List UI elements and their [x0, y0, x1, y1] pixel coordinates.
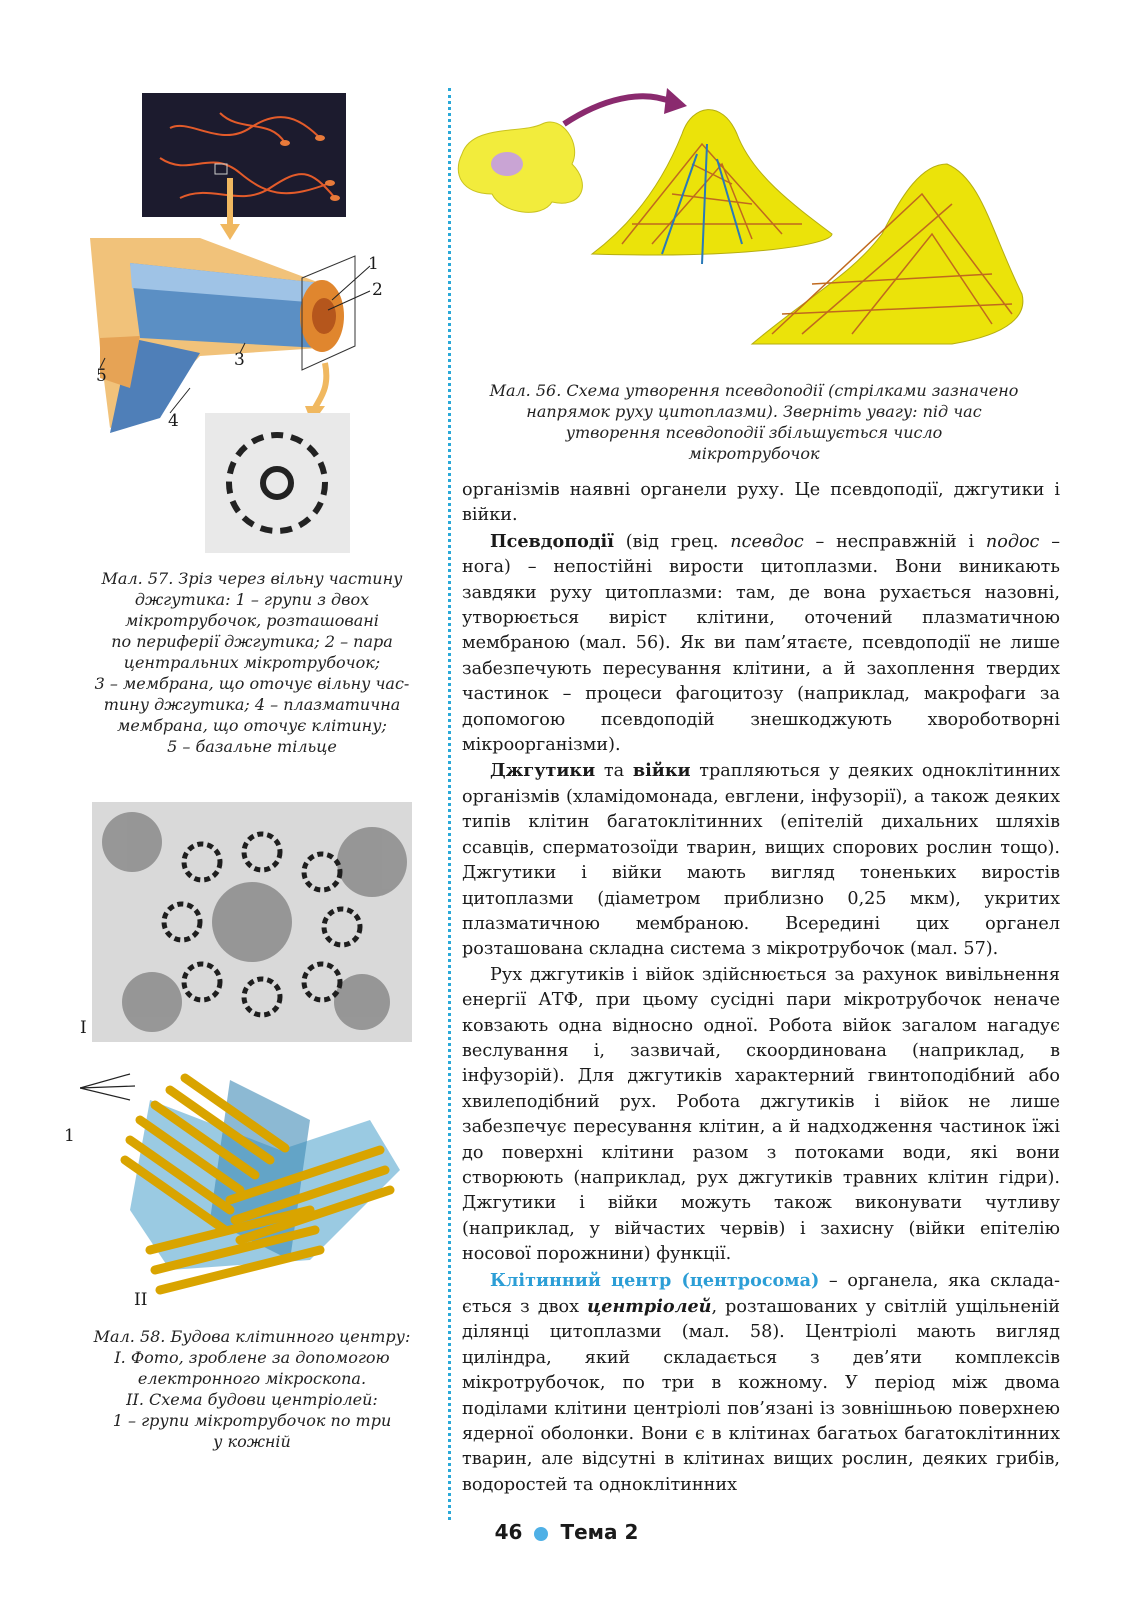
caption-line: напрямок руху цитоплазми). Зверніть увагу: під час — [526, 402, 982, 421]
fig57-label-3: 3 — [234, 350, 245, 370]
paragraph-pseudopodia — [462, 529, 1060, 759]
figure-56-caption — [454, 380, 1054, 464]
term-centrioles: центріолей — [587, 1296, 712, 1317]
greek-word: подос — [985, 531, 1040, 552]
caption-line: мікротрубочок — [688, 444, 820, 463]
paragraph-text: Рух джгутиків і війок здійснюється за рахунок вивільнення енергії АТФ, при цьому сусідні пари мікротрубочок неначе ковзають одна відносно одної. Робота війок загалом нагадує веслування і, зазвичай, скоординована (наприклад, в інфузорій). Для джгутиків характерний гвинтоподібний або хвилеподібний рух. Робота джгутиків і війок не лише забезпечує пересування клітин, а й надходження частинок їжі до поверхні клітини разом з потоками води, які вони створюють (наприклад, рух джгутиків травних клітин гідри). Джгутики і війки можуть також виконувати чутливу (наприклад, у війчастих червів) і захисну (війки епітелію носової порожнини) функції. — [462, 964, 1060, 1265]
term-flagella: Джгутики — [490, 760, 596, 782]
figure-57-caption — [70, 568, 434, 757]
figure-56-illustration — [452, 84, 1032, 370]
greek-word: псевдос — [730, 531, 804, 552]
paragraph-text: (від грец. — [613, 531, 731, 552]
sperm-photo — [142, 93, 346, 217]
paragraph-text: – органела, яка складається з двох — [462, 1270, 1060, 1317]
paragraph-text: трапляються у деяких одноклітинних організмів (хламідомонада, евглени, інфузорії), а також деяких типів клітин багатоклітинних (епітелій дихальних шляхів ссавців, сперматозоїди тварин, вищих спорових рослин тощо). Джгутики і війки мають вигляд тоненьких виростів цитоплазми (діаметром приблизно 0,25 мкм), укритих плазматичною мембраною. Всередині цих органел розташована складна система з мікротрубочок (мал. 57). — [462, 761, 1060, 960]
figure-58-caption — [70, 1326, 434, 1452]
caption-line: Мал. 58. Будова клітинного центру: — [93, 1327, 411, 1346]
term-cilia: війки — [632, 760, 691, 782]
paragraph-text: – нога) – непостійні вирости цитоплазми. Вони виникають завдяки руху цитоплазми: там, де вона рухається назовні, утворюється виріст клітини, оточений плазматичною мембраною (мал. 56). Як ви пам’ятаєте, псевдоподії не лише забезпечують пересування клітини, а й захоплення твердих частинок – процеси фагоцитозу (наприклад, макрофаги за допомогою псевдоподій знешкоджують хвороботворні мікроорганізми). — [462, 531, 1060, 756]
caption-line: по периферії джгутика; 2 – пара — [111, 632, 393, 651]
caption-line: тину джгутика; 4 – плазматична — [103, 695, 401, 714]
paragraph-flagella — [462, 758, 1060, 962]
caption-line: 1 – групи мікротрубочок по три — [112, 1411, 392, 1430]
fig58-label-1: 1 — [64, 1126, 75, 1146]
caption-line: у кожній — [213, 1432, 291, 1451]
paragraph-text: – несправжній і — [803, 531, 986, 552]
page-footer — [0, 1520, 1133, 1544]
caption-line: Мал. 56. Схема утворення псевдоподії (стрілками зазначено — [489, 381, 1019, 400]
body-text — [462, 478, 1060, 1498]
bullet-dot-icon — [534, 1527, 548, 1541]
fig57-label-2: 2 — [372, 280, 383, 300]
term-centrosome: Клітинний центр (центросома) — [490, 1269, 820, 1291]
column-divider — [448, 88, 451, 1520]
fig57-label-4: 4 — [168, 411, 179, 431]
caption-line: 3 – мембрана, що оточує вільну час- — [94, 674, 410, 693]
caption-line: мембрана, що оточує клітину; — [117, 716, 387, 735]
figure-58-centriole-schema — [110, 1060, 410, 1300]
figure-58-em-photo — [92, 802, 412, 1042]
page-number: 46 — [494, 1520, 523, 1544]
caption-line: I. Фото, зроблене за допомогою — [114, 1348, 390, 1367]
caption-line: центральних мікротрубочок; — [123, 653, 381, 672]
fig57-label-5: 5 — [96, 366, 107, 386]
fig57-label-1: 1 — [368, 254, 379, 274]
paragraph — [462, 478, 1060, 529]
fig58-label-I: I — [80, 1018, 87, 1038]
section-title: Тема 2 — [560, 1520, 639, 1544]
caption-line: джгутика: 1 – групи з двох — [134, 590, 370, 609]
caption-line: 5 – базальне тільце — [167, 737, 337, 756]
paragraph-centrosome — [462, 1268, 1060, 1499]
fig58-label-II: II — [134, 1290, 148, 1310]
caption-line: Мал. 57. Зріз через вільну частину — [101, 569, 403, 588]
paragraph-text: та — [595, 761, 633, 782]
caption-line: утворення псевдоподії збільшується число — [565, 423, 943, 442]
caption-line: II. Схема будови центріолей: — [126, 1390, 378, 1409]
flagellum-diagram — [70, 88, 450, 558]
caption-line: мікротрубочок, розташовані — [125, 611, 379, 630]
paragraph-text: , розташованих у світлій ущільненій ділянці цитоплазми (мал. 58). Центріолі мають вигляд циліндра, який складається з дев’яти комплексів мікротрубочок, по три в кожному. У період між двома поділами клітини центріолі пов’язані із зовнішньою поверхнею ядерної оболонки. Вони є в клітинах багатьох багатоклітинних тварин, але відсутні в клітинах вищих рослин, деяких грибів, водоростей та одноклітинних — [462, 1297, 1060, 1495]
term-pseudopodia: Псевдоподії — [490, 530, 614, 552]
caption-line: електронного мікроскопа. — [137, 1369, 367, 1388]
paragraph-text: організмів наявні органели руху. Це псевдоподії, джгутики і війки. — [462, 480, 1060, 526]
paragraph-movement — [462, 963, 1060, 1268]
figure-57-illustration — [70, 88, 450, 558]
